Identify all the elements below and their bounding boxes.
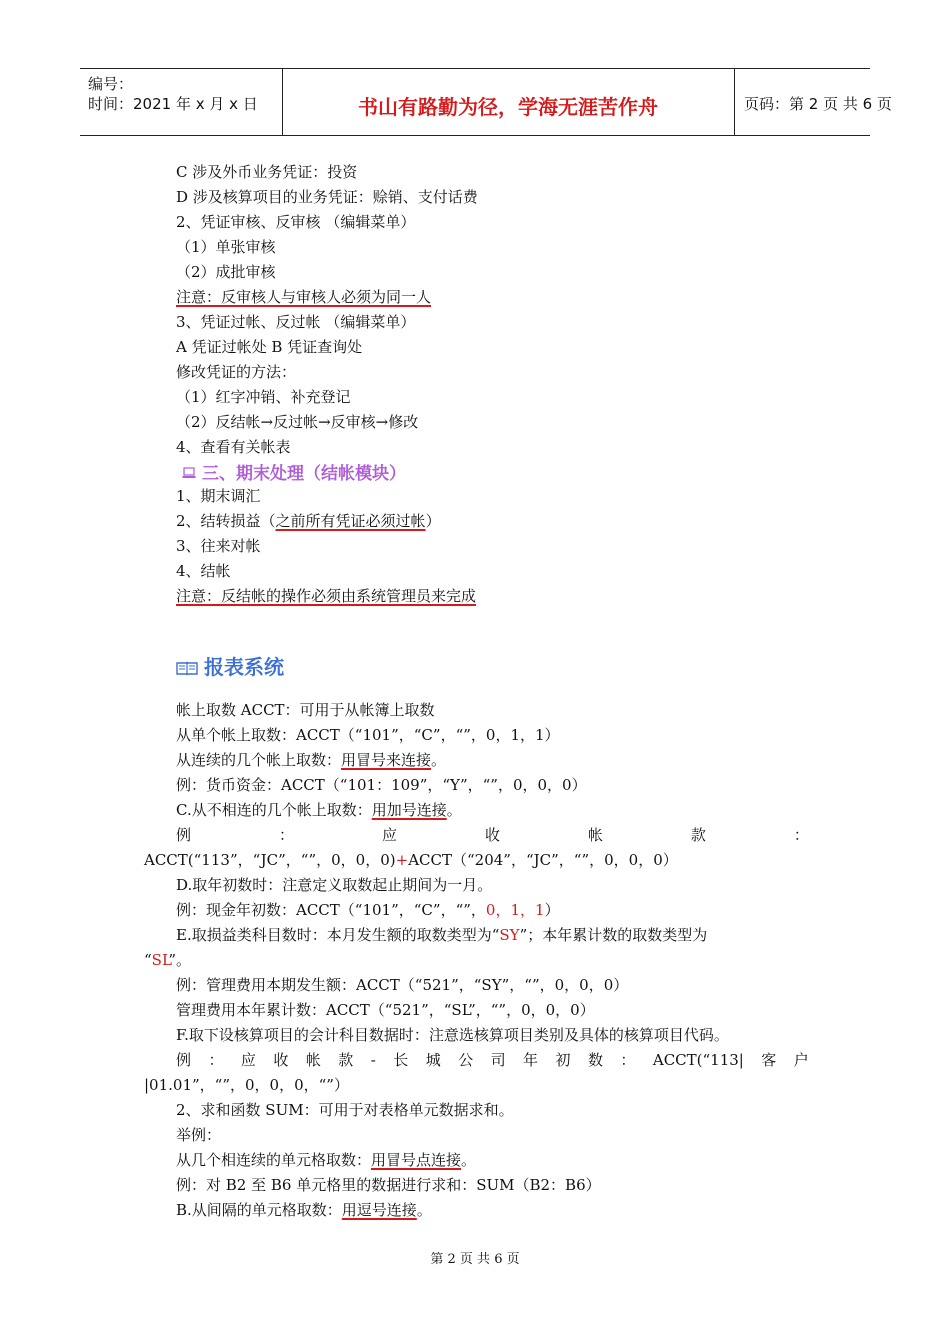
text-span: 。 bbox=[431, 751, 447, 769]
word: ： bbox=[620, 1051, 636, 1069]
document-number-label: 编号： bbox=[88, 75, 134, 93]
underlined-text: 用逗号连接 bbox=[341, 1201, 417, 1219]
text-span: ”。 bbox=[168, 951, 191, 969]
text-span: C.从不相连的几个帐上取数： bbox=[176, 801, 372, 819]
word: 公 bbox=[458, 1051, 474, 1069]
body-line bbox=[176, 750, 446, 770]
page-header bbox=[80, 68, 892, 136]
note-line: 注意：反审核人与审核人必须为同一人 bbox=[176, 288, 432, 306]
body-line: 3、凭证过帐、反过帐 （编辑菜单） bbox=[176, 313, 416, 331]
word: 款 bbox=[338, 1051, 354, 1069]
word: 收 bbox=[273, 1051, 289, 1069]
text-span: B.从间隔的单元格取数： bbox=[176, 1201, 342, 1219]
red-text: SL bbox=[151, 951, 169, 969]
header-motto-cell bbox=[282, 69, 735, 135]
text-span: ”；本年累计数的取数类型为 bbox=[519, 926, 708, 944]
body-line: 4、结帐 bbox=[176, 562, 231, 580]
header-meta-cell bbox=[80, 69, 283, 135]
text-span: ） bbox=[425, 512, 441, 530]
justified-line bbox=[176, 825, 809, 845]
text-span: ACCT（“204”，“JC”，“”，0，0，0） bbox=[408, 851, 678, 869]
body-line bbox=[176, 900, 560, 920]
body-line bbox=[176, 800, 462, 820]
body-line: 例：对 B2 至 B6 单元格里的数据进行求和：SUM（B2：B6） bbox=[176, 1176, 601, 1194]
body-line: 例：货币资金：ACCT（“101：109”，“Y”，“”，0，0，0） bbox=[176, 776, 587, 794]
word: 城 bbox=[425, 1051, 441, 1069]
word: ： bbox=[208, 1051, 224, 1069]
body-line: 帐上取数 ACCT：可用于从帐簿上取数 bbox=[176, 701, 435, 719]
text-span: ACCT(“113”，“JC”，“”，0，0，0) bbox=[144, 851, 396, 869]
red-text: 0，1，1 bbox=[485, 901, 545, 919]
book-icon bbox=[176, 657, 198, 681]
word: ACCT(“113| bbox=[652, 1051, 744, 1069]
text-span: 从连续的几个帐上取数： bbox=[176, 751, 342, 769]
section-heading-text: 三、期末处理（结帐模块） bbox=[202, 464, 406, 484]
word: 应 bbox=[240, 1051, 256, 1069]
text-span: “ bbox=[144, 951, 152, 969]
word: ： bbox=[278, 826, 294, 844]
underlined-text: 之前所有凭证必须过帐 bbox=[275, 512, 426, 530]
body-line: 举例： bbox=[176, 1126, 222, 1144]
red-text: + bbox=[395, 851, 409, 869]
word: 户 bbox=[793, 1051, 809, 1069]
section-heading-closing bbox=[182, 459, 406, 484]
section-heading-text: 报表系统 bbox=[204, 655, 284, 679]
header-page-cell bbox=[734, 69, 892, 135]
body-line: 4、查看有关帐表 bbox=[176, 438, 291, 456]
section-heading-report bbox=[176, 651, 284, 681]
word: 例 bbox=[176, 1051, 192, 1069]
word: 帐 bbox=[305, 1051, 321, 1069]
body-line: 2、求和函数 SUM：可用于对表格单元数据求和。 bbox=[176, 1101, 514, 1119]
text-span: 从几个相连续的单元格取数： bbox=[176, 1151, 372, 1169]
body-line: 管理费用本年累计数：ACCT（“521”，“SL”，“”，0，0，0） bbox=[176, 1001, 595, 1019]
text-span: 。 bbox=[461, 1151, 477, 1169]
word: 司 bbox=[490, 1051, 506, 1069]
body-line: F.取下设核算项目的会计科目数据时：注意选核算项目类别及具体的核算项目代码。 bbox=[176, 1026, 729, 1044]
document-time-label: 时间：2021 年 x 月 x 日 bbox=[88, 95, 258, 113]
text-span: ） bbox=[544, 901, 560, 919]
body-line: D.取年初数时：注意定义取数起止期间为一月。 bbox=[176, 876, 493, 894]
underlined-text: 用冒号来连接 bbox=[341, 751, 432, 769]
word: 帐 bbox=[587, 826, 603, 844]
header-motto: 书山有路勤为径，学海无涯苦作舟 bbox=[358, 95, 658, 119]
word: 例 bbox=[176, 826, 192, 844]
word: 初 bbox=[555, 1051, 571, 1069]
text-span: 例：现金年初数：ACCT（“101”，“C”，“”， bbox=[176, 901, 486, 919]
header-page-info: 页码：第 2 页 共 6 页 bbox=[744, 95, 892, 113]
body-line: 3、往来对帐 bbox=[176, 537, 261, 555]
word: 客 bbox=[761, 1051, 777, 1069]
underlined-text: 用加号连接 bbox=[371, 801, 447, 819]
text-span: 2、结转损益（ bbox=[176, 512, 276, 530]
justified-line bbox=[176, 1050, 809, 1070]
word: 长 bbox=[393, 1051, 409, 1069]
body-line bbox=[176, 1200, 432, 1220]
word: 数 bbox=[587, 1051, 603, 1069]
body-line bbox=[176, 511, 441, 531]
body-line: C 涉及外币业务凭证：投资 bbox=[176, 163, 358, 181]
body-line bbox=[176, 925, 707, 945]
body-line: 修改凭证的方法： bbox=[176, 363, 297, 381]
computer-icon bbox=[182, 464, 196, 484]
text-span: 。 bbox=[416, 1201, 432, 1219]
body-line: （1）单张审核 bbox=[176, 238, 276, 256]
word: 款 bbox=[690, 826, 706, 844]
word: 收 bbox=[484, 826, 500, 844]
page-footer: 第 2 页 共 6 页 bbox=[430, 1252, 520, 1267]
body-line bbox=[176, 1150, 476, 1170]
body-line: 从单个帐上取数：ACCT（“101”，“C”，“”，0，1，1） bbox=[176, 726, 560, 744]
red-text: SY bbox=[499, 926, 520, 944]
text-span: E.取损益类科目数时：本月发生额的取数类型为“ bbox=[176, 926, 500, 944]
body-line: |01.01”，“”，0，0，0，“”） bbox=[144, 1076, 349, 1094]
body-line: （1）红字冲销、补充登记 bbox=[176, 388, 351, 406]
text-span: 。 bbox=[446, 801, 462, 819]
body-line: D 涉及核算项目的业务凭证：赊销、支付话费 bbox=[176, 188, 478, 206]
word: 应 bbox=[381, 826, 397, 844]
body-line: （2）反结帐→反过帐→反审核→修改 bbox=[176, 413, 419, 431]
word: 年 bbox=[523, 1051, 539, 1069]
body-line bbox=[144, 950, 191, 970]
body-line: 1、期末调汇 bbox=[176, 487, 261, 505]
word: - bbox=[370, 1051, 376, 1069]
underlined-text: 用冒号点连接 bbox=[371, 1151, 462, 1169]
body-line: A 凭证过帐处 B 凭证查询处 bbox=[176, 338, 363, 356]
note-line: 注意：反结帐的操作必须由系统管理员来完成 bbox=[176, 587, 477, 605]
body-line: 2、凭证审核、反审核 （编辑菜单） bbox=[176, 213, 416, 231]
body-line: （2）成批审核 bbox=[176, 263, 276, 281]
body-line bbox=[144, 850, 678, 870]
word: ： bbox=[793, 826, 809, 844]
body-line: 例：管理费用本期发生额：ACCT（“521”，“SY”，“”，0，0，0） bbox=[176, 976, 629, 994]
